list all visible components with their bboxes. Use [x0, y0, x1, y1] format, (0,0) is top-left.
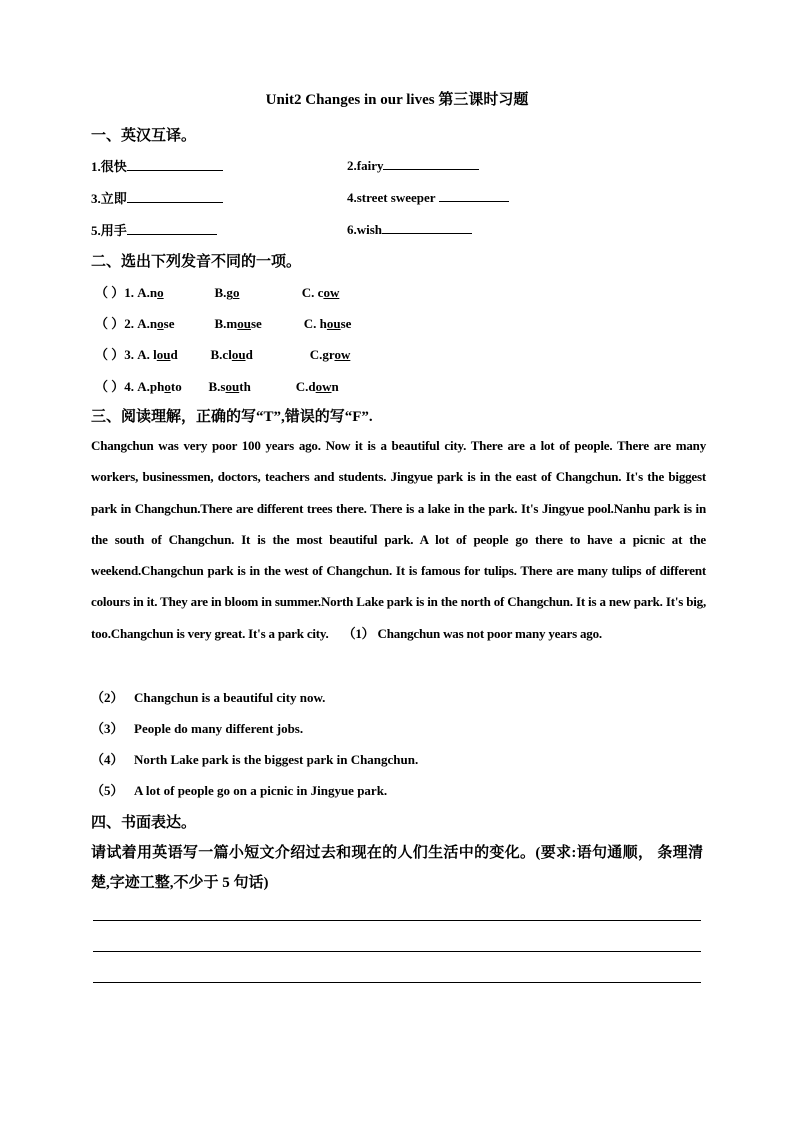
writing-requirement: 请试着用英语写一篇小短文介绍过去和现在的人们生活中的变化。(要求:语句通顺， 条理清楚,字迹工整,不少于 5 句话)	[91, 845, 703, 891]
tf-question-5: （5） A lot of people go on a picnic in Jingyue park.	[91, 783, 388, 798]
translate-item-3: 3.立即	[91, 188, 223, 207]
option-a[interactable]: A.nose	[137, 316, 175, 331]
phonics-question-2: （ ）2. A.nose B.mouse C. house	[95, 316, 352, 331]
answer-blank[interactable]	[127, 221, 217, 235]
translate-item-6: 6.wish	[347, 220, 472, 238]
answer-blank[interactable]	[127, 157, 223, 171]
tf-question-2: （2） Changchun is a beautiful city now.	[91, 690, 326, 705]
option-a[interactable]: A.no	[137, 285, 164, 300]
section-1-heading: 一、英汉互译。	[91, 128, 197, 144]
phonics-question-1: （ ）1. A.no B.go C. cow	[95, 285, 340, 300]
answer-blank[interactable]	[127, 189, 223, 203]
phonics-question-3: （ ）3. A. loud B.cloud C.grow	[95, 347, 351, 362]
writing-line[interactable]	[93, 951, 701, 952]
option-b[interactable]: B.south	[208, 379, 251, 394]
option-c[interactable]: C.down	[295, 379, 339, 394]
writing-line[interactable]	[93, 982, 701, 983]
translate-item-2: 2.fairy	[347, 156, 479, 174]
translate-item-1: 1.很快	[91, 156, 223, 175]
option-b[interactable]: B.go	[214, 285, 240, 300]
page-title: Unit2 Changes in our lives 第三课时习题	[265, 92, 529, 108]
passage-text: Changchun was very poor 100 years ago. Now it is a beautiful city. There are a lot of people. There are many workers, businessmen, doctors, teachers and students. Jingyue park is in the east of Changchun. It's the biggest park in Changchun.There are different trees there. There is a lake in the park. It's Jingyue pool.Nanhu park is in the south of Changchun. It is the most beautiful park. A lot of people go there to have a picnic at the weekend.Changchun park is in the west of Changchun. It is famous for tulips. There are many tulips of different colours in it. They are in bloom in summer.North Lake park is in the north of Changchun. It is a new park. It's big, too.Changchun is very great. It's a park city.	[91, 438, 706, 641]
option-c[interactable]: C. house	[303, 316, 352, 331]
tf-question-1: （1） Changchun was not poor many years ago.	[342, 625, 602, 641]
option-b[interactable]: B.cloud	[210, 347, 253, 362]
writing-line[interactable]	[93, 920, 701, 921]
translate-item-5: 5.用手	[91, 220, 217, 239]
option-a[interactable]: A.photo	[137, 379, 182, 394]
tf-question-4: （4） North Lake park is the biggest park in Changchun.	[91, 752, 419, 767]
option-c[interactable]: C.grow	[309, 347, 351, 362]
answer-blank[interactable]	[439, 188, 509, 202]
section-2-heading: 二、选出下列发音不同的一项。	[91, 254, 302, 270]
answer-blank[interactable]	[383, 156, 479, 170]
section-3-heading: 三、阅读理解，正确的写“T”,错误的写“F”.	[91, 409, 373, 425]
option-a[interactable]: A. loud	[137, 347, 178, 362]
answer-blank[interactable]	[382, 220, 472, 234]
tf-question-3: （3） People do many different jobs.	[91, 721, 304, 736]
translate-item-4: 4.street sweeper	[347, 188, 509, 206]
reading-passage	[91, 430, 706, 649]
phonics-question-4: （ ）4. A.photo B.south C.down	[95, 379, 339, 394]
option-c[interactable]: C. cow	[301, 285, 340, 300]
option-b[interactable]: B.mouse	[214, 316, 262, 331]
section-4-heading: 四、书面表达。	[91, 815, 197, 831]
